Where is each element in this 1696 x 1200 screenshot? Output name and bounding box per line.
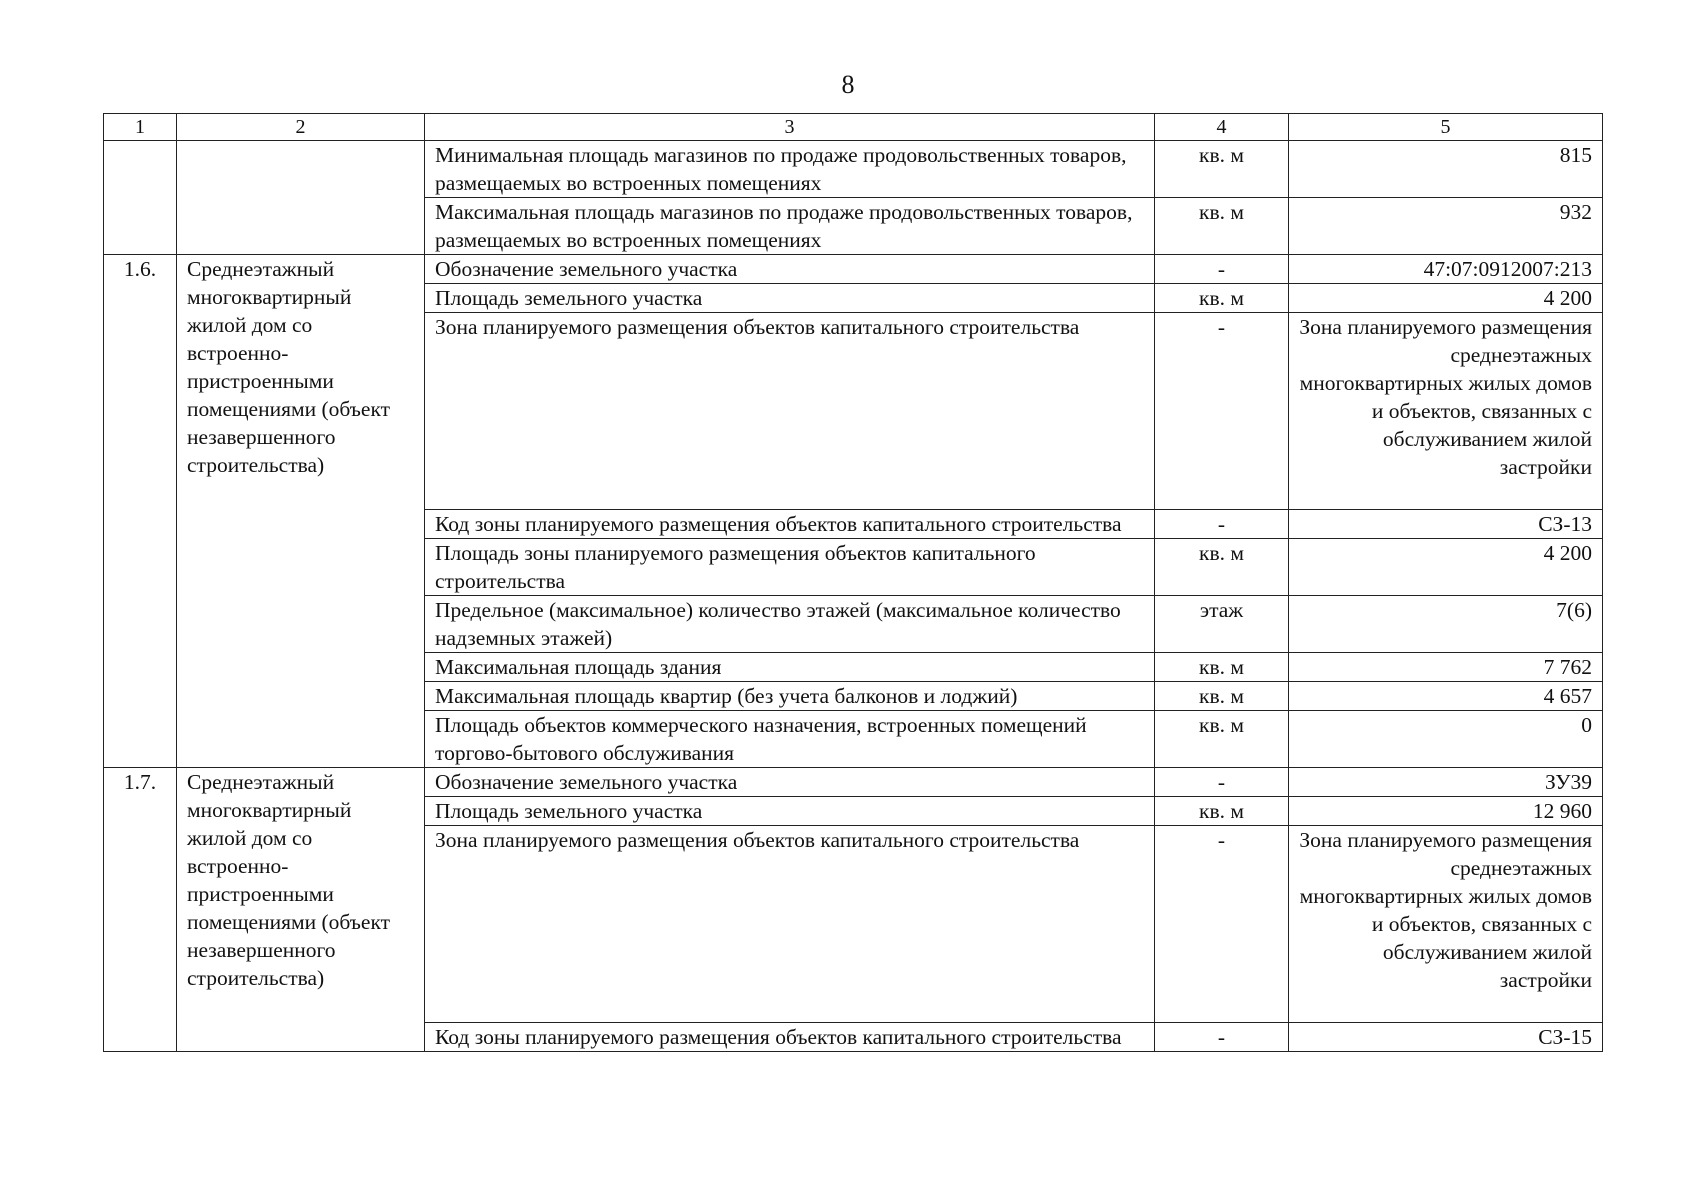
- table-header-row: [104, 114, 1603, 141]
- unit-cell: -: [1155, 510, 1289, 539]
- unit-cell: кв. м: [1155, 284, 1289, 313]
- item-name-cell: Среднеэтажный многоквартирный жилой дом со встроенно-пристроенными помещениями (объект незавершенного строительства): [177, 768, 425, 1052]
- unit-cell: кв. м: [1155, 797, 1289, 826]
- parameter-cell: Максимальная площадь квартир (без учета балконов и лоджий): [425, 682, 1155, 711]
- parameter-cell: Площадь земельного участка: [425, 284, 1155, 313]
- unit-cell: -: [1155, 313, 1289, 510]
- parameter-cell: Зона планируемого размещения объектов капитального строительства: [425, 826, 1155, 1023]
- unit-cell: кв. м: [1155, 711, 1289, 768]
- value-cell: 4 657: [1289, 682, 1603, 711]
- value-cell: 7 762: [1289, 653, 1603, 682]
- column-header-3: 3: [425, 114, 1155, 141]
- unit-cell: -: [1155, 255, 1289, 284]
- value-cell: Зона планируемого размещения среднеэтажных многоквартирных жилых домов и объектов, связанных с обслуживанием жилой застройки: [1289, 826, 1603, 1023]
- unit-cell: кв. м: [1155, 653, 1289, 682]
- unit-cell: кв. м: [1155, 539, 1289, 596]
- value-cell: 815: [1289, 141, 1603, 198]
- parameter-cell: Код зоны планируемого размещения объектов капитального строительства: [425, 1023, 1155, 1052]
- parameter-cell: Обозначение земельного участка: [425, 768, 1155, 797]
- unit-cell: кв. м: [1155, 682, 1289, 711]
- value-cell: ЗУ39: [1289, 768, 1603, 797]
- item-number-cell: 1.6.: [104, 255, 177, 768]
- parameter-cell: Максимальная площадь здания: [425, 653, 1155, 682]
- unit-cell: этаж: [1155, 596, 1289, 653]
- column-header-1: 1: [104, 114, 177, 141]
- parameter-cell: Минимальная площадь магазинов по продаже продовольственных товаров, размещаемых во встроенных помещениях: [425, 141, 1155, 198]
- parameter-cell: Зона планируемого размещения объектов капитального строительства: [425, 313, 1155, 510]
- unit-cell: -: [1155, 1023, 1289, 1052]
- parameter-cell: Предельное (максимальное) количество этажей (максимальное количество надземных этажей): [425, 596, 1155, 653]
- unit-cell: -: [1155, 768, 1289, 797]
- parameter-cell: Площадь объектов коммерческого назначения, встроенных помещений торгово-бытового обслуживания: [425, 711, 1155, 768]
- column-header-2: 2: [177, 114, 425, 141]
- table-row: [104, 255, 1603, 284]
- value-cell: 12 960: [1289, 797, 1603, 826]
- table-row: [104, 768, 1603, 797]
- unit-cell: кв. м: [1155, 198, 1289, 255]
- unit-cell: кв. м: [1155, 141, 1289, 198]
- page-number: 8: [841, 70, 855, 99]
- item-number-cell: [104, 141, 177, 255]
- item-name-cell: Среднеэтажный многоквартирный жилой дом со встроенно-пристроенными помещениями (объект незавершенного строительства): [177, 255, 425, 768]
- parameter-cell: Площадь зоны планируемого размещения объектов капитального строительства: [425, 539, 1155, 596]
- parameters-table: [103, 113, 1603, 1052]
- parameter-cell: Обозначение земельного участка: [425, 255, 1155, 284]
- value-cell: 7(6): [1289, 596, 1603, 653]
- value-cell: Зона планируемого размещения среднеэтажных многоквартирных жилых домов и объектов, связанных с обслуживанием жилой застройки: [1289, 313, 1603, 510]
- unit-cell: -: [1155, 826, 1289, 1023]
- value-cell: 47:07:0912007:213: [1289, 255, 1603, 284]
- value-cell: СЗ-13: [1289, 510, 1603, 539]
- value-cell: 0: [1289, 711, 1603, 768]
- value-cell: СЗ-15: [1289, 1023, 1603, 1052]
- value-cell: 4 200: [1289, 539, 1603, 596]
- value-cell: 4 200: [1289, 284, 1603, 313]
- parameter-cell: Максимальная площадь магазинов по продаже продовольственных товаров, размещаемых во встроенных помещениях: [425, 198, 1155, 255]
- parameter-cell: Площадь земельного участка: [425, 797, 1155, 826]
- item-number-cell: 1.7.: [104, 768, 177, 1052]
- table-row: [104, 141, 1603, 198]
- value-cell: 932: [1289, 198, 1603, 255]
- item-name-cell: [177, 141, 425, 255]
- parameter-cell: Код зоны планируемого размещения объектов капитального строительства: [425, 510, 1155, 539]
- column-header-4: 4: [1155, 114, 1289, 141]
- column-header-5: 5: [1289, 114, 1603, 141]
